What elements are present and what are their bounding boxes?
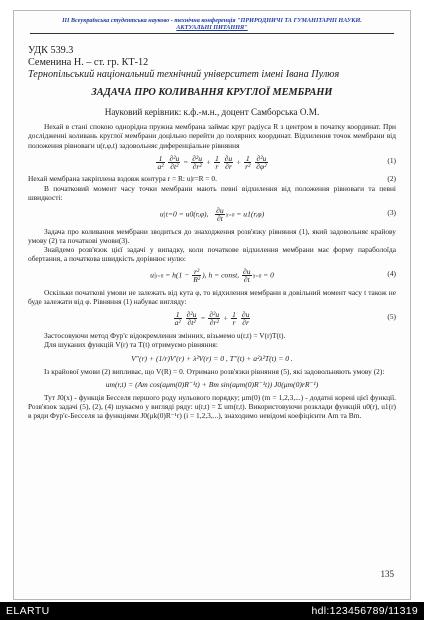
equation-5-number: (5) bbox=[387, 312, 396, 322]
paper-page bbox=[13, 10, 411, 600]
equation-4-right: = 0 bbox=[263, 270, 274, 280]
paragraph-2: Нехай мембрана закріплена вздовж контура r = R: u|r=R = 0. bbox=[28, 173, 217, 183]
equation-1-number: (1) bbox=[387, 155, 396, 165]
equation-7-body: um(r,t) = (Am cos(aμm(0)R⁻¹t) + Bm sin(aμm(0)R⁻¹t)) J0(μm(0)rR⁻¹) bbox=[105, 379, 319, 389]
equation-2-number: (2) bbox=[387, 173, 396, 183]
paragraph-4: Задача про коливання мембрани зводиться до знаходження розв'язку рівняння (1), який задовольняє крайову умову (2) та початкові умови(3). bbox=[28, 226, 396, 245]
supervisor: Науковий керівник: к.ф.-м.н., доцент Самборська О.М. bbox=[104, 107, 320, 118]
equation-4: u|t=0 = h(1 − $\frac{\text{r²}}{\text{R²}}$ ), h = const, $\frac{\partial u}{\partial t}$ |t=0 = 0 (4) bbox=[150, 267, 396, 285]
equation-7 bbox=[28, 379, 396, 390]
conference-header bbox=[30, 17, 394, 34]
equation-3-right: = u1(r,φ) bbox=[236, 209, 265, 219]
page-content bbox=[28, 17, 396, 420]
handle-link[interactable]: hdl:123456789/11319 bbox=[311, 605, 418, 617]
paragraph-8: Для шуканих функцій V(r) та T(t) отримуємо рівняння: bbox=[44, 340, 218, 350]
equation-3-left: u|t=0 = u0(r,φ), bbox=[159, 209, 209, 219]
equation-6 bbox=[28, 353, 396, 364]
equation-6-body: V''(r) + (1/r)V'(r) + λ²V(r) = 0 , T''(t) + a²λ²T(t) = 0 . bbox=[131, 353, 293, 363]
equation-2 bbox=[28, 173, 396, 184]
header-line-1: III Всеукраїнська студентська науково - технічна конференція "ПРИРОДНИЧІ ТА ГУМАНІТАРНІ НАУКИ. bbox=[62, 17, 362, 24]
university: Тернопільський національний технічний університет імені Івана Пулюя bbox=[28, 69, 340, 81]
paragraph-10: Тут J0(x) - функція Бесселя першого роду нульового порядку; μm(0) (m = 1,2,3,...) - додатні корені цієї функції. Розв'язок задачі (5), (2), (4) шукаємо у вигляді ряду: u(r,t) = Σ um(r,t). Використовуючи розклади функцій u0(r), u1(r) в ряди Фур'є-Бесселя за функціями J0(μk(0)R⁻¹r) (i = 1,2,3,...), знаходимо невідомі коефіцієнти Am та Bm. bbox=[28, 392, 396, 420]
equation-5: $\frac{1}{\text{a²}}$ $\frac{\text{∂²u}}{\text{∂t²}}$ = $\frac{\text{∂²u}}{\text{∂r²}}$ + $\frac{1}{r}$ $\frac{\partial u}{\partial r}$ (5) bbox=[174, 310, 396, 328]
repository-name: ELARTU bbox=[6, 605, 50, 617]
equation-4-number: (4) bbox=[387, 269, 396, 279]
repository-footer bbox=[0, 602, 424, 620]
equation-1: $\frac{1}{\text{a²}}$ $\frac{\text{∂²u}}{\text{∂t²}}$ = $\frac{\text{∂²u}}{\text{∂r²}}$ + $\frac{1}{r}$ $\frac{\partial u}{\partial r}$ + $\frac{1}{\text{r²}}$ $\frac{\text{∂²u}}{\text{∂φ²}}$ (1) bbox=[157, 153, 396, 171]
equation-3-number: (3) bbox=[387, 207, 396, 217]
header-line-2: АКТУАЛЬНІ ПИТАННЯ" bbox=[176, 24, 248, 32]
author: Семенина Н. – ст. гр. КТ-12 bbox=[28, 57, 149, 69]
paper-title: ЗАДАЧА ПРО КОЛИВАННЯ КРУГЛОЇ МЕМБРАНИ bbox=[91, 87, 333, 99]
page-number: 135 bbox=[380, 569, 394, 579]
paragraph-7: Застосовуючи метод Фур'є відокремлення змінних, візьмемо u(r,t) = V(r)T(t). bbox=[44, 331, 286, 341]
paragraph-1: Нехай в стані спокою однорідна пружна мембрана займає круг радіуса R з центром в початку координат. При дослідженні коливань круглої мембрани доцільно перейти до полярних координат. Відхилення точок мембрани від положення рівноваги u(r,φ,t) задовольняє диференціальне рівняння bbox=[28, 122, 396, 150]
udc-code: УДК 539.3 bbox=[28, 45, 74, 57]
paragraph-5: Знайдемо розв'язок цієї задачі у випадку, коли початкове відхилення мембрани має форму параболоїда обертання, а початкова швидкість дорівнює нулю: bbox=[28, 244, 396, 264]
equation-3: u|t=0 = u0(r,φ), $\frac{\partial u}{\partial t}$ |t=0 = u1(r,φ) (3) bbox=[159, 205, 396, 223]
paragraph-6: Оскільки початкові умови не залежать від кута φ, то відхилення мембрани в довільний момент часу t також не буде залежати від φ. Рівняння (1) набуває вигляду: bbox=[28, 288, 396, 307]
paragraph-9: Із крайової умови (2) випливає, що V(R) = 0. Отримано розв'язки рівняння (5), які задовольняють умову (2): bbox=[44, 366, 385, 376]
paragraph-3: В початковий момент часу точки мембрани мають певні відхилення від положення рівноваги та певні швидкості: bbox=[28, 183, 396, 202]
equation-4-left: , h = const, bbox=[204, 270, 240, 280]
